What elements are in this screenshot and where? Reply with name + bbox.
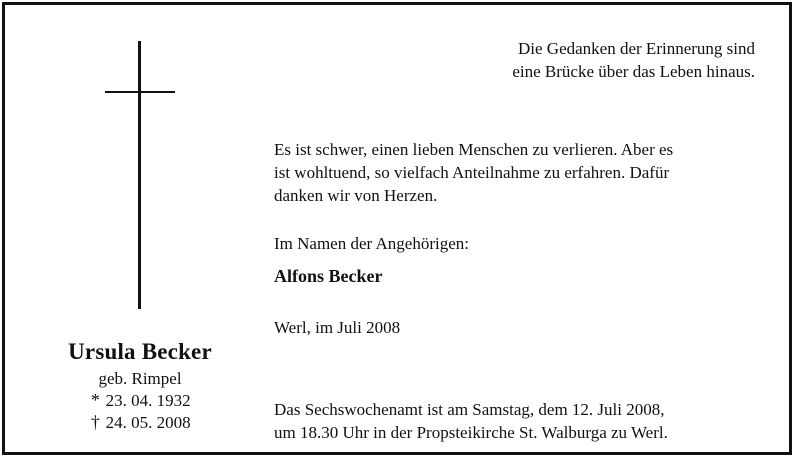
thanks-text: [274, 138, 774, 207]
relative-name: Alfons Becker: [274, 266, 383, 286]
obituary-frame: [2, 2, 792, 455]
service-announcement: [274, 398, 784, 444]
quote-line: eine Brücke über das Leben hinaus.: [512, 62, 755, 81]
cross-icon: [105, 41, 175, 309]
place-date: Werl, im Juli 2008: [274, 318, 401, 337]
service-line: Das Sechswochenamt ist am Samstag, dem 12. Juli 2008,: [274, 400, 665, 419]
birth-line: [35, 390, 245, 411]
thanks-line: ist wohltuend, so vielfach Anteilnahme zu erfahren. Dafür: [274, 163, 670, 182]
cross-vertical-bar: [138, 41, 141, 309]
cross-horizontal-bar: [105, 91, 175, 93]
memorial-quote: [335, 37, 755, 83]
birth-date: 23. 04. 1932: [105, 391, 191, 410]
deceased-info: [35, 337, 245, 433]
maiden-name: geb. Rimpel: [98, 369, 182, 388]
birth-symbol-icon: *: [90, 390, 100, 410]
relatives-label: Im Namen der Angehörigen:: [274, 234, 469, 253]
thanks-line: Es ist schwer, einen lieben Menschen zu verlieren. Aber es: [274, 140, 674, 159]
death-date: 24. 05. 2008: [105, 413, 191, 432]
thanks-line: danken wir von Herzen.: [274, 186, 438, 205]
service-line: um 18.30 Uhr in der Propsteikirche St. Walburga zu Werl.: [274, 423, 668, 442]
quote-line: Die Gedanken der Erinnerung sind: [518, 39, 755, 58]
deceased-name: Ursula Becker: [68, 339, 212, 364]
death-symbol-icon: †: [90, 412, 100, 432]
death-line: [35, 412, 245, 433]
